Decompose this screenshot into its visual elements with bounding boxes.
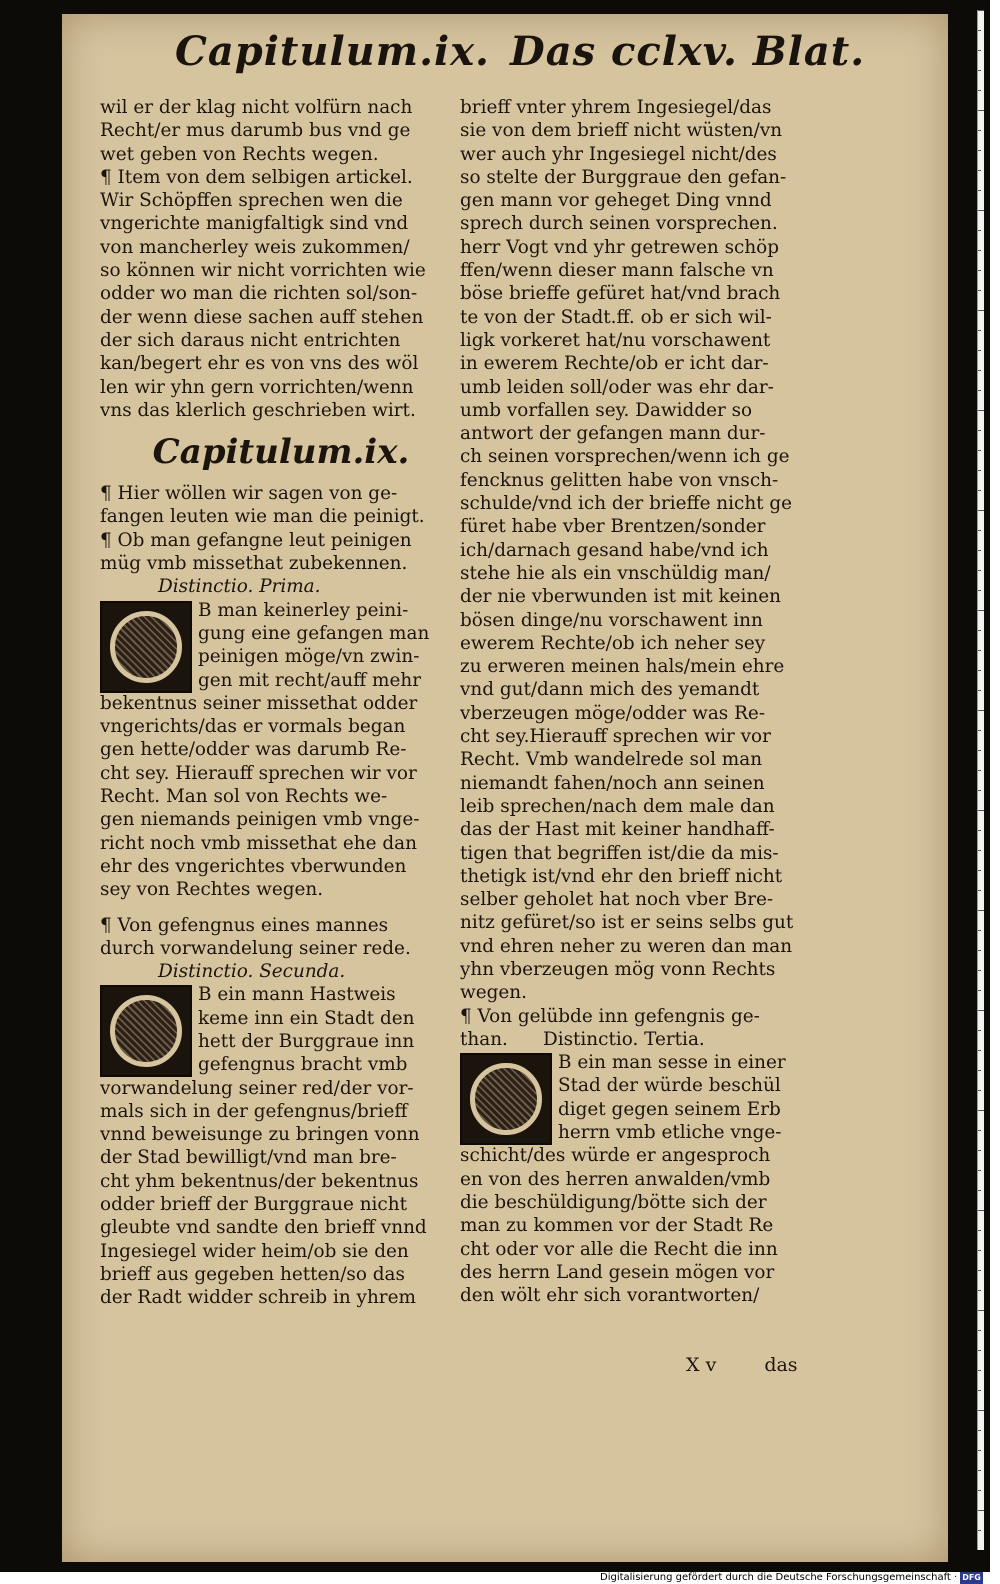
text-line: B ein mann Hastweis <box>198 984 396 1006</box>
text-line: ¶ Von gelübde inn gefengnis ge- <box>460 1005 760 1027</box>
ruler-tick <box>978 1250 981 1251</box>
ruler-tick <box>978 90 981 91</box>
ruler-tick <box>978 1210 984 1211</box>
text-line: brieff aus gegeben hetten/so das <box>100 1263 405 1285</box>
paragraph-group <box>100 692 462 902</box>
text-line: wil er der klag nicht volfürn nach <box>100 97 413 118</box>
text-line: vberzeugen möge/odder was Re- <box>460 702 766 724</box>
text-line: selber geholet hat noch vber Bre- <box>460 889 774 911</box>
text-line: richt noch vmb missethat ehe dan <box>100 832 417 854</box>
text-line: vnnd beweisunge zu bringen vonn <box>100 1124 420 1146</box>
text-line: umb leiden soll/oder was ehr dar- <box>460 376 774 398</box>
signature-mark: X v <box>686 1354 717 1376</box>
text-line: zu erweren meinen hals/mein ehre <box>460 656 785 678</box>
running-head-left: Capitulum.ix. <box>175 28 490 75</box>
text-line: leib sprechen/nach dem male dan <box>460 795 775 817</box>
text-line: die beschüldigung/bötte sich der <box>460 1191 767 1213</box>
distinctio-heading: Distinctio. Prima. <box>158 576 321 598</box>
footer-text: Digitalisierung gefördert durch die Deutsche Forschungsgemeinschaft · <box>600 1572 958 1583</box>
text-line: das der Hast mit keiner handhaff- <box>460 819 775 841</box>
ruler-tick <box>978 30 981 31</box>
text-line: gung eine gefangen man <box>198 622 430 644</box>
ruler-tick <box>978 850 981 851</box>
paragraph-group <box>100 96 462 422</box>
running-head-right: Das cclxv. Blat. <box>510 28 866 75</box>
decorated-initial-icon <box>460 1053 552 1145</box>
paragraph-group <box>460 1005 826 1028</box>
text-line: der Stad bewilligt/vnd man bre- <box>100 1147 397 1169</box>
text-line: gen mit recht/auff mehr <box>198 669 421 691</box>
left-column <box>100 96 462 1310</box>
initial-block <box>460 1051 826 1144</box>
text-line: gen mann vor geheget Ding vnnd <box>460 190 772 212</box>
ruler-tick <box>978 710 984 711</box>
text-line: der sich daraus nicht entrichten <box>100 329 401 351</box>
ruler-tick <box>978 1410 984 1411</box>
ruler-tick <box>978 1190 981 1191</box>
text-line: ich/darnach gesand habe/vnd ich <box>460 539 769 561</box>
ruler-tick <box>978 110 984 111</box>
text-line: schulde/vnd ich der brieffe nicht ge <box>460 493 793 515</box>
text-line: te von der Stadt.ff. ob er sich wil- <box>460 306 772 328</box>
ruler-tick <box>978 1490 981 1491</box>
ruler-tick <box>978 870 981 871</box>
decorated-initial-icon <box>100 601 192 693</box>
ruler-tick <box>978 950 981 951</box>
paragraph-group <box>460 96 826 1005</box>
text-line: ehr des vngerichtes vberwunden <box>100 855 407 877</box>
text-line: brieff vnter yhrem Ingesiegel/das <box>460 97 772 118</box>
ruler-tick <box>978 230 981 231</box>
ruler-tick <box>978 370 981 371</box>
text-line: kan/begert ehr es von vns des wöl <box>100 353 419 375</box>
ruler-tick <box>978 1430 981 1431</box>
ruler-tick <box>978 50 981 51</box>
text-line: hett der Burggraue inn <box>198 1030 415 1052</box>
ruler-tick <box>978 430 981 431</box>
chapter-heading: Capitulum.ix. <box>152 432 410 473</box>
text-line: cht yhm bekentnus/der bekentnus <box>100 1170 419 1192</box>
text-line: der nie vberwunden ist mit keinen <box>460 586 781 608</box>
text-line: wet geben von Rechts wegen. <box>100 143 379 165</box>
ruler-tick <box>978 550 981 551</box>
ruler-tick <box>978 350 981 351</box>
initial-block <box>100 599 462 692</box>
text-line: vnd gut/dann mich des yemandt <box>460 679 760 701</box>
text-line: umb vorfallen sey. Dawidder so <box>460 399 753 421</box>
ruler-tick <box>978 1510 984 1511</box>
text-line: odder brieff der Burggraue nicht <box>100 1194 407 1216</box>
text-line: Wir Schöpffen sprechen wen die <box>100 190 403 212</box>
text-line: durch vorwandelung seiner rede. <box>100 937 411 959</box>
text-line: Recht/er mus darumb bus vnd ge <box>100 120 411 142</box>
text-line: vngerichts/das er vormals began <box>100 716 406 738</box>
initial-block <box>100 983 462 1076</box>
ruler-tick <box>978 1030 981 1031</box>
text-line: Recht. Vmb wandelrede sol man <box>460 749 763 771</box>
text-line: peinigen möge/vn zwin- <box>198 646 420 668</box>
text-line: müg vmb missethat zubekennen. <box>100 553 408 575</box>
text-line: B ein man sesse in einer <box>558 1052 786 1074</box>
text-line: herr Vogt vnd yhr getrewen schöp <box>460 236 780 258</box>
text-line: fangen leuten wie man die peinigt. <box>100 506 425 528</box>
text-line: len wir yhn gern vorrichten/wenn <box>100 376 414 398</box>
text-line: Stad der würde beschül <box>558 1075 781 1097</box>
text-line: odder wo man die richten sol/son- <box>100 283 418 305</box>
ruler-tick <box>978 170 981 171</box>
ruler-tick <box>978 470 981 471</box>
ruler-tick <box>978 1330 981 1331</box>
ruler-tick <box>978 570 981 571</box>
ruler-tick <box>978 830 981 831</box>
text-line: ¶ Hier wöllen wir sagen von ge- <box>100 483 398 505</box>
ruler-tick <box>978 1350 981 1351</box>
text-line: ¶ Von gefengnus eines mannes <box>100 914 389 936</box>
text-line: cht sey.Hierauff sprechen wir vor <box>460 726 771 748</box>
ruler-tick <box>978 910 984 911</box>
ruler-tick <box>978 450 981 451</box>
ruler-tick <box>978 1290 981 1291</box>
text-line: nitz gefüret/so ist er seins selbs gut <box>460 912 794 934</box>
ruler-tick <box>978 590 981 591</box>
ruler-tick <box>978 510 984 511</box>
ruler-tick <box>978 1050 981 1051</box>
ruler-tick <box>978 270 981 271</box>
catchword-line <box>686 1354 846 1376</box>
text-line: stehe hie als ein vnschüldig man/ <box>460 562 771 584</box>
text-line: wegen. <box>460 982 527 1004</box>
text-line: ¶ Item von dem selbigen artickel. <box>100 166 413 188</box>
text-line: ch seinen vorsprechen/wenn ich ge <box>460 446 790 468</box>
text-line: ¶ Ob man gefangne leut peinigen <box>100 529 412 551</box>
text-line: füret habe vber Brentzen/sonder <box>460 516 766 538</box>
text-line: gen niemands peinigen vmb vnge- <box>100 809 420 831</box>
text-line: wer auch yhr Ingesiegel nicht/des <box>460 143 777 165</box>
ruler-tick <box>978 810 984 811</box>
text-line: der wenn diese sachen auff stehen <box>100 306 424 328</box>
text-line: ewerem Rechte/ob ich neher sey <box>460 632 766 654</box>
text-line: keme inn ein Stadt den <box>198 1007 415 1029</box>
text-line: der Radt widder schreib in yhrem <box>100 1287 416 1309</box>
text-line: vns das klerlich geschrieben wirt. <box>100 399 416 421</box>
paragraph-group <box>100 482 462 575</box>
ruler-tick <box>978 290 981 291</box>
text-line: en von des herren anwalden/vmb <box>460 1168 771 1190</box>
ruler-tick <box>978 1450 981 1451</box>
text-line: thetigk ist/vnd ehr den brieff nicht <box>460 865 783 887</box>
ruler-tick <box>978 70 981 71</box>
text-line: tigen that begriffen ist/die da mis- <box>460 842 779 864</box>
ruler-tick <box>978 310 984 311</box>
text-line: Recht. Man sol von Rechts we- <box>100 786 388 808</box>
ruler-tick <box>978 610 984 611</box>
ruler-tick <box>978 750 981 751</box>
ruler-tick <box>978 210 984 211</box>
text-line: man zu kommen vor der Stadt Re <box>460 1215 774 1237</box>
text-line: bösen dinge/nu vorschawent inn <box>460 609 763 631</box>
distinctio-heading: Distinctio. Secunda. <box>158 961 346 983</box>
ruler-tick <box>978 490 981 491</box>
ruler-tick <box>978 1470 981 1471</box>
ruler-tick <box>978 1530 981 1531</box>
ruler-tick <box>978 1390 981 1391</box>
text-line: gen hette/odder was darumb Re- <box>100 739 407 761</box>
ruler-tick <box>978 150 981 151</box>
ruler-tick <box>978 970 981 971</box>
decorated-initial-icon <box>100 985 192 1077</box>
text-line: den wölt ehr sich vorantworten/ <box>460 1285 760 1307</box>
ruler-tick <box>978 1170 981 1171</box>
text-line: fencknus gelitten habe von vnsch- <box>460 469 779 491</box>
ruler-tick <box>978 390 981 391</box>
ruler-tick <box>978 670 981 671</box>
footer-credit <box>600 1572 983 1584</box>
ruler-tick <box>978 790 981 791</box>
ruler-tick <box>978 630 981 631</box>
text-line: vnd ehren neher zu weren dan man <box>460 935 793 957</box>
ruler-tick <box>978 190 981 191</box>
text-line: bekentnus seiner missethat odder <box>100 692 418 714</box>
ruler-tick <box>978 930 981 931</box>
text-line: B man keinerley peini- <box>198 599 409 621</box>
paragraph-group <box>460 1144 826 1307</box>
text-line: herrn vmb etliche vnge- <box>558 1122 782 1144</box>
ruler-tick <box>978 1110 984 1111</box>
text-line: cht oder vor alle die Recht die inn <box>460 1238 778 1260</box>
ruler-tick <box>978 250 981 251</box>
ruler-tick <box>978 690 981 691</box>
paragraph-group <box>100 914 462 961</box>
ruler-tick <box>978 1270 981 1271</box>
right-column <box>460 96 826 1307</box>
text-line: gleubte vnd sandte den brieff vnnd <box>100 1217 427 1239</box>
ruler-tick <box>978 890 981 891</box>
ruler-tick <box>978 10 984 11</box>
scale-ruler <box>977 10 984 1550</box>
ruler-tick <box>978 770 981 771</box>
text-line: Ingesiegel wider heim/ob sie den <box>100 1240 409 1262</box>
text-line: sey von Rechtes wegen. <box>100 879 324 901</box>
text-line: von mancherley weis zukommen/ <box>100 236 410 258</box>
paragraph-group <box>100 1077 462 1310</box>
ruler-tick <box>978 990 981 991</box>
ruler-tick <box>978 1010 984 1011</box>
text-line: so können wir nicht vorrichten wie <box>100 260 426 282</box>
text-line: böse brieffe gefüret hat/vnd brach <box>460 283 781 305</box>
text-line: diget gegen seinem Erb <box>558 1098 781 1120</box>
ruler-tick <box>978 1370 981 1371</box>
ruler-tick <box>978 1150 981 1151</box>
ruler-tick <box>978 330 981 331</box>
text-line: in ewerem Rechte/ob er icht dar- <box>460 353 769 375</box>
text-line: antwort der gefangen mann dur- <box>460 423 766 445</box>
text-line: mals sich in der gefengnus/brieff <box>100 1100 408 1122</box>
text-line: niemandt fahen/noch ann seinen <box>460 772 765 794</box>
ruler-tick <box>978 1310 984 1311</box>
text-line: sie von dem brieff nicht wüsten/vn <box>460 120 783 142</box>
text-line: cht sey. Hierauff sprechen wir vor <box>100 762 417 784</box>
text-line: ffen/wenn dieser mann falsche vn <box>460 260 774 282</box>
dfg-logo-icon: DFG <box>962 1573 981 1582</box>
text-line: schicht/des würde er angesproch <box>460 1145 771 1167</box>
catchword: das <box>764 1354 798 1376</box>
ruler-tick <box>978 410 984 411</box>
ruler-tick <box>978 650 981 651</box>
text-line: des herrn Land gesein mögen vor <box>460 1261 775 1283</box>
text-line: vorwandelung seiner red/der vor- <box>100 1077 414 1099</box>
ruler-tick <box>978 730 981 731</box>
ruler-tick <box>978 530 981 531</box>
ruler-tick <box>978 1090 981 1091</box>
ruler-tick <box>978 1230 981 1231</box>
ruler-tick <box>978 1130 981 1131</box>
distinctio-heading: than. Distinctio. Tertia. <box>460 1028 705 1050</box>
ruler-tick <box>978 1070 981 1071</box>
text-line: sprech durch seinen vorsprechen. <box>460 213 778 235</box>
ruler-tick <box>978 130 981 131</box>
text-line: ligk vorkeret hat/nu vorschawent <box>460 329 771 351</box>
text-line: so stelte der Burggraue den gefan- <box>460 166 787 188</box>
text-line: gefengnus bracht vmb <box>198 1054 408 1076</box>
text-line: yhn vberzeugen mög vonn Rechts <box>460 958 776 980</box>
text-line: vngerichte manigfaltigk sind vnd <box>100 213 409 235</box>
